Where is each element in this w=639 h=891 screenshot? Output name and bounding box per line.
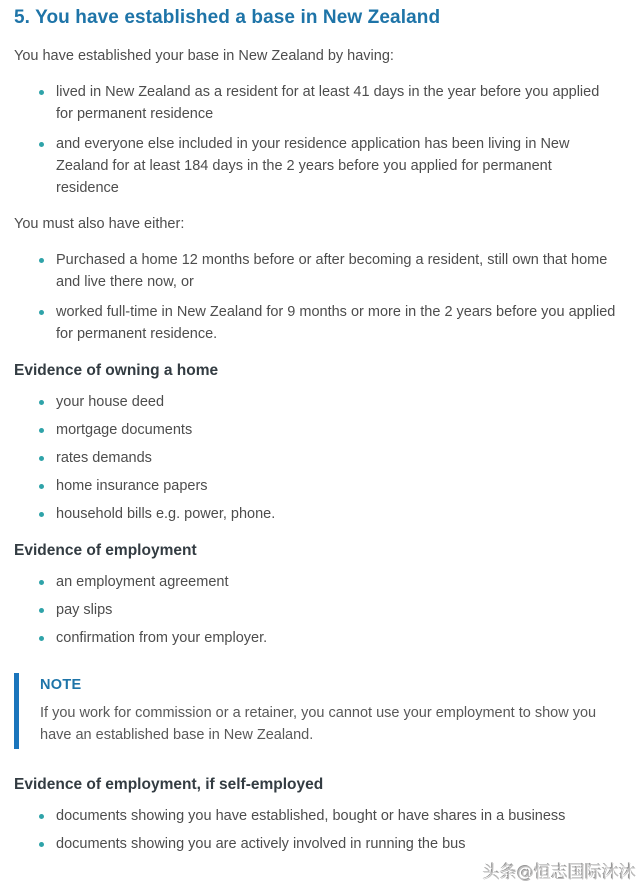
bullet-icon [39, 400, 44, 405]
list-item [14, 503, 617, 525]
bullet-icon [39, 842, 44, 847]
list-item [14, 599, 617, 621]
bullet-icon [39, 512, 44, 517]
either-intro-paragraph: You must also have either: [14, 216, 185, 232]
list-item-text: confirmation from your employer. [56, 630, 268, 646]
bullet-icon [39, 636, 44, 641]
bullet-icon [39, 258, 44, 263]
list-item-text: household bills e.g. power, phone. [56, 506, 276, 522]
list-item [14, 81, 617, 125]
either-options-list [14, 249, 617, 345]
base-requirements-list [14, 81, 617, 199]
list-item [14, 627, 617, 649]
bullet-icon [39, 428, 44, 433]
list-item-text: lived in New Zealand as a resident for at least 41 days in the year before you applied for permanent residence [56, 84, 600, 122]
list-item [14, 249, 617, 293]
intro-paragraph: You have established your base in New Zealand by having: [14, 48, 394, 64]
list-item [14, 391, 617, 413]
bullet-icon [39, 456, 44, 461]
list-item-text: Purchased a home 12 months before or after becoming a resident, still own that home and live there now, or [56, 252, 608, 290]
bullet-icon [39, 608, 44, 613]
list-item-text: documents showing you have established, bought or have shares in a business [56, 808, 566, 824]
list-item [14, 475, 617, 497]
owning-home-heading: Evidence of owning a home [14, 362, 219, 379]
bullet-icon [39, 814, 44, 819]
owning-home-list [14, 391, 617, 525]
list-item-text: worked full-time in New Zealand for 9 months or more in the 2 years before you applied for permanent residence. [56, 304, 616, 342]
list-item-text: and everyone else included in your residence application has been living in New Zealand for at least 184 days in the 2 years before you applied for permanent residence [56, 136, 570, 196]
list-item [14, 571, 617, 593]
list-item-text: home insurance papers [56, 478, 208, 494]
employment-heading: Evidence of employment [14, 542, 197, 559]
self-employed-heading: Evidence of employment, if self-employed [14, 776, 324, 793]
bullet-icon [39, 310, 44, 315]
note-callout [14, 673, 617, 749]
bullet-icon [39, 142, 44, 147]
list-item-text: your house deed [56, 394, 165, 410]
list-item [14, 447, 617, 469]
list-item [14, 301, 617, 345]
list-item-text: documents showing you are actively involved in running the bus [56, 836, 466, 852]
list-item-text: an employment agreement [56, 574, 229, 590]
list-item-text: mortgage documents [56, 422, 193, 438]
note-label: NOTE [40, 677, 82, 693]
list-item [14, 133, 617, 199]
note-text: If you work for commission or a retainer, you cannot use your employment to show you have an established base in New Zealand. [40, 705, 597, 743]
employment-list [14, 571, 617, 649]
bullet-icon [39, 90, 44, 95]
list-item-text: pay slips [56, 602, 113, 618]
list-item [14, 805, 617, 827]
bullet-icon [39, 484, 44, 489]
list-item-text: rates demands [56, 450, 152, 466]
list-item [14, 419, 617, 441]
section-heading: 5. You have established a base in New Zealand [14, 7, 441, 28]
watermark: 头条@恒志国际沐沐 [483, 863, 636, 883]
self-employed-list [14, 805, 617, 855]
bullet-icon [39, 580, 44, 585]
list-item [14, 833, 617, 855]
